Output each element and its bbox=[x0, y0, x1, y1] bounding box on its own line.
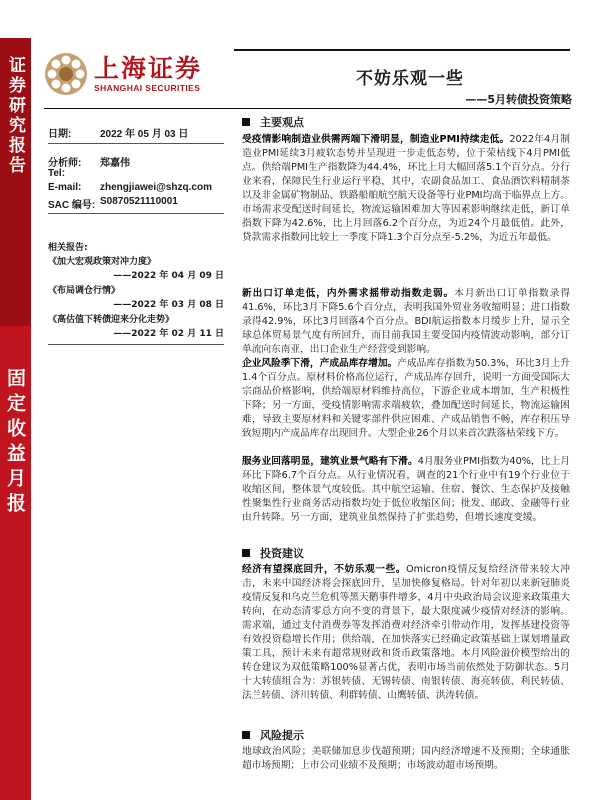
paragraph-lead: 新出口订单走低，内外需求摇带动指数走弱。 bbox=[242, 288, 455, 299]
divider bbox=[48, 143, 224, 144]
section-heading-risk bbox=[242, 727, 304, 743]
side-band-top-label: 证券研究报告 bbox=[5, 56, 25, 176]
top-rule bbox=[234, 49, 570, 51]
section-title: 主要观点 bbox=[260, 116, 304, 129]
analyst-label: 分析师: bbox=[48, 158, 82, 169]
sac-row bbox=[48, 196, 178, 211]
email-row bbox=[48, 182, 212, 193]
paragraph-advice bbox=[242, 563, 570, 703]
analyst-row bbox=[48, 154, 130, 169]
paragraph-body: Omicron疫情反复给经济带来较大冲击，未来中国经济将会探底回升，呈加快修复格局。针对年初以来新冠肺炎疫情反复和乌克兰危机等黑天鹅事件增多，4月中央政治局会议迎来政策重大转向，在动态清零总方向不变的背景下，最大限度减少疫情对经济的影响。需求端，通过支付消费券等发挥消费对经济牵引带动作用，发挥基建投资等有效投资稳增长作用；供给端，在加快落实已经确定政策基础上谋划增量政策工具，预计未来有超常规财政和货币政策落地。本月风险溢价模型给出的转仓建议为双低策略100%显著占优，表明市场当前依然处于防御状态。5月十大转债组合为：苏银转债、无锡转债、南银转债、海亮转债、利民转债、法兰转债、济川转债、利群转债、山鹰转债、洪涛转债。 bbox=[242, 564, 570, 701]
divider bbox=[48, 344, 224, 345]
email-value[interactable]: zhengjiawei@shzq.com bbox=[100, 182, 212, 193]
report-subtitle: ——5月转债投资策略 bbox=[465, 93, 572, 106]
paragraph-export bbox=[242, 287, 570, 357]
side-band-top bbox=[0, 38, 31, 326]
paragraph-risk bbox=[242, 745, 570, 773]
divider bbox=[48, 213, 224, 214]
related-report-date: ——2022 年 03 月 08 日 bbox=[113, 300, 224, 310]
paragraph-lead: 经济有望探底回升，不妨乐观一些。 bbox=[242, 564, 407, 575]
paragraph-lead: 企业风险季下滑，产成品库存增加。 bbox=[242, 358, 398, 369]
side-band-bottom-label: 固定收益月报 bbox=[4, 368, 26, 518]
paragraph-body: 4月服务业PMI指数为40%，比上月环比下降6.7个百分点。从行业情况看，调查的21个行业中有19个行业位于收缩区间，整体景气度较低。其中航空运输、住宿、餐饮、生态保护及接触性聚集性行业商务活动指数均处于低位收缩区间；批发、邮政、金融等行业由升转降。另一方面，建筑业虽然保持了扩张趋势，但增长速度变缓。 bbox=[242, 456, 570, 523]
side-band-bottom bbox=[0, 326, 31, 800]
tel-row bbox=[48, 168, 65, 179]
section-square-icon bbox=[242, 731, 250, 739]
email-label: E-mail: bbox=[48, 182, 82, 193]
section-heading-main bbox=[242, 114, 304, 130]
brand-logo bbox=[44, 52, 202, 96]
tel-label: Tel: bbox=[48, 168, 66, 179]
date-row bbox=[48, 125, 189, 140]
section-square-icon bbox=[242, 549, 250, 557]
related-report-date: ——2022 年 04 月 09 日 bbox=[113, 271, 224, 281]
paragraph-lead: 服务业回落明显，建筑业景气略有下滑。 bbox=[242, 456, 418, 467]
logo-mark-icon bbox=[44, 52, 88, 96]
paragraph-inventory bbox=[242, 357, 570, 441]
section-title: 风险提示 bbox=[260, 729, 304, 742]
related-report-date: ——2022 年 02 月 11 日 bbox=[113, 329, 224, 339]
paragraph-body: 地球政治风险；美联储加息步伐超预期；国内经济增速不及预期；全球通胀超市场预期；上市公司业绩不及预期；市场波动超市场预期。 bbox=[242, 746, 570, 771]
related-report-link[interactable]: 《布局调仓行情》 bbox=[48, 286, 121, 296]
paragraph-body: 本月新出口订单指数录得41.6%，环比3月下降5.6个百分点，表明我国外贸业务收缩明显；进口指数录得42.9%，环比3月回落4个百分点。BDI航运指数本月缓步上升，显示全球总体贸易景气度有所回升，而目前我国主要受国内疫情波动影响，部分订单流向东南亚，出口企业生产经营受到影响。 bbox=[242, 288, 571, 355]
related-report-link[interactable]: 《高估值下转债迎来分化走势》 bbox=[48, 315, 175, 325]
brand-name-cn: 上海证券 bbox=[94, 54, 203, 83]
sac-label: SAC 编号: bbox=[48, 200, 96, 211]
paragraph-lead: 受疫情影响制造业供需两端下滑明显，制造业PMI持续走低。 bbox=[242, 134, 510, 145]
related-report-link[interactable]: 《加大宏观政策对冲力度》 bbox=[48, 257, 157, 267]
paragraph-body: 产成品库存指数为50.3%，环比3月上升1.4个百分点。原材料价格高位运行，产成品库存回升，说明一方面受国际大宗商品价格影响，供给端原材料维持高位，下游企业成本增加，生产积极性下降；另一方面，受疫情影响需求端疲软，叠加配送时间延长，物流运输困难，导致主要原材料和关键零部件供应困难、产成品销售不畅，库存积压导致短期内产成品库存出现回升。大型企业26个月以来首次跌落枯荣线下方。 bbox=[242, 358, 571, 439]
report-title: 不妨乐观一些 bbox=[356, 69, 464, 89]
date-value: 2022 年 05 月 03 日 bbox=[100, 129, 189, 140]
section-square-icon bbox=[242, 118, 250, 126]
paragraph-body: 2022年4月制造业PMI延续3月疲软态势并呈现进一步走低态势，位于荣枯线下4月PMI低点。供给端PMI生产指数降为44.4%，环比上月大幅回落5.1个百分点。分行业来看，保障民生行业运行平稳，其中，农副食品加工、食品酒饮料精制茶以及非金属矿物制品、铁路船舶航空航天设备等行业PMI均高于临界点上方。市场需求受配送时间延长，物流运输困难加大等因素影响继续走低，新订单指数下降为42.6%，比上月回落6.2个百分点，为近24个月最低值。此外，贷款需求指数同比较上一季度下降1.3个百分点至-5.2%，为近五年最低。 bbox=[242, 134, 570, 243]
brand-name-en: SHANGHAI SECURITIES bbox=[94, 83, 201, 93]
analyst-value: 郑嘉伟 bbox=[100, 158, 130, 169]
section-title: 投资建议 bbox=[260, 547, 304, 560]
related-reports-title: 相关报告: bbox=[48, 243, 88, 253]
paragraph-pmi bbox=[242, 133, 570, 245]
header-rule bbox=[44, 108, 570, 109]
paragraph-services bbox=[242, 455, 570, 525]
date-label: 日期: bbox=[48, 129, 72, 140]
section-heading-advice bbox=[242, 545, 304, 561]
sac-value: S0870521110001 bbox=[100, 196, 178, 207]
